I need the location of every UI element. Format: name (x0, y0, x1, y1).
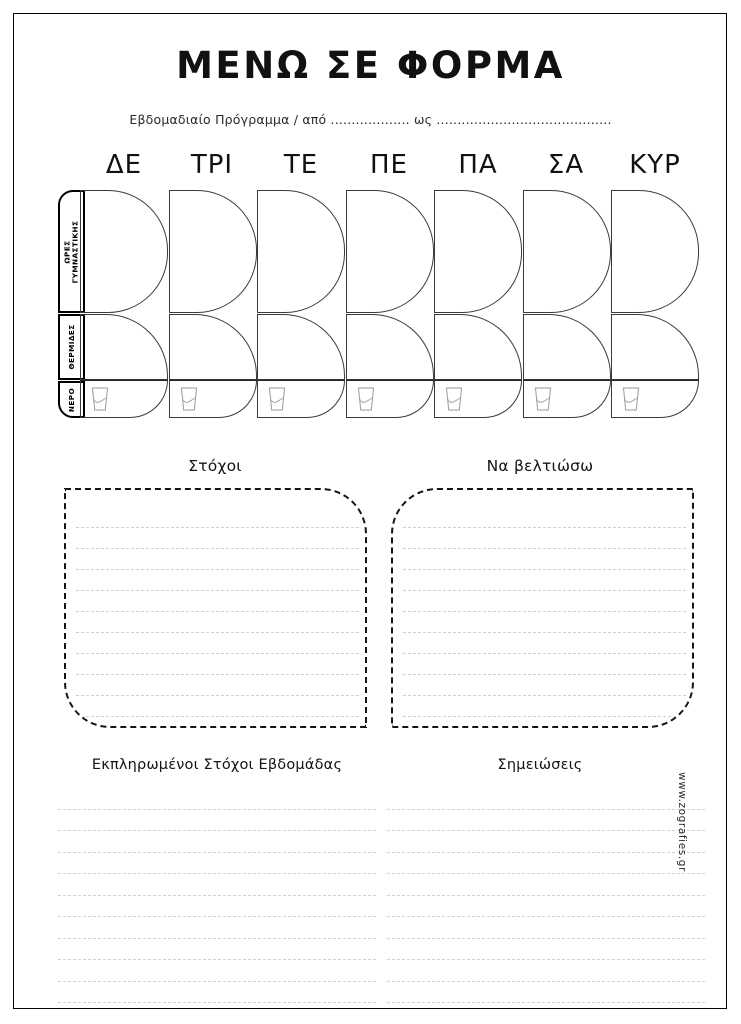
cell-water-day-3[interactable] (257, 380, 345, 418)
section-heading-notes: Σημειώσεις (497, 757, 583, 773)
drinking-glass-icon (621, 386, 641, 412)
drinking-glass-icon (179, 386, 199, 412)
completed-goals-ruled-lines[interactable] (58, 788, 376, 1003)
improve-ruled-lines (403, 507, 686, 728)
cell-calories-day-7[interactable] (611, 314, 699, 380)
day-header-4: ΠΕ (370, 150, 408, 180)
section-heading-goals: Στόχοι (188, 457, 242, 475)
day-column-7 (611, 190, 699, 418)
ruled-line (76, 591, 359, 612)
ruled-line (387, 874, 705, 896)
cell-exercise-hours-day-2[interactable] (169, 190, 257, 313)
ruled-line (403, 570, 686, 591)
day-column-3 (257, 190, 345, 418)
day-column-1 (80, 190, 168, 418)
cell-calories-day-5[interactable] (434, 314, 522, 380)
ruled-line (387, 810, 705, 832)
day-headers-row (80, 150, 700, 186)
ruled-line (58, 960, 376, 982)
ruled-line (387, 960, 705, 982)
tracker-cells (80, 190, 703, 418)
cell-water-day-6[interactable] (523, 380, 611, 418)
cell-exercise-hours-day-4[interactable] (346, 190, 434, 313)
day-header-2: ΤΡΙ (190, 150, 234, 180)
ruled-line (387, 831, 705, 853)
day-header-7: ΚΥΡ (629, 150, 681, 180)
day-header-5: ΠΑ (458, 150, 498, 180)
ruled-line (58, 831, 376, 853)
ruled-line (403, 507, 686, 528)
cell-exercise-hours-day-3[interactable] (257, 190, 345, 313)
goals-ruled-lines (76, 507, 359, 728)
section-heading-completed-goals: Εκπληρωμένοι Στόχοι Εβδομάδας (91, 757, 343, 773)
ruled-line (76, 528, 359, 549)
cell-calories-day-4[interactable] (346, 314, 434, 380)
drinking-glass-icon (356, 386, 376, 412)
cell-water-day-2[interactable] (169, 380, 257, 418)
cell-exercise-hours-day-6[interactable] (523, 190, 611, 313)
day-column-2 (169, 190, 257, 418)
ruled-line (403, 612, 686, 633)
ruled-line (58, 917, 376, 939)
ruled-line (58, 853, 376, 875)
ruled-line (403, 591, 686, 612)
cell-exercise-hours-day-7[interactable] (611, 190, 699, 313)
cell-exercise-hours-day-1[interactable] (80, 190, 168, 313)
row-label-exercise-hours-text (63, 220, 80, 283)
goals-note-box[interactable] (64, 488, 367, 728)
ruled-line (58, 982, 376, 1004)
weekly-tracker-grid (58, 190, 703, 418)
day-column-5 (434, 190, 522, 418)
ruled-line (76, 675, 359, 696)
drinking-glass-icon (267, 386, 287, 412)
ruled-line (403, 528, 686, 549)
ruled-line (58, 939, 376, 961)
ruled-line (76, 654, 359, 675)
day-column-6 (523, 190, 611, 418)
day-header-6: ΣΑ (547, 150, 585, 180)
cell-water-day-5[interactable] (434, 380, 522, 418)
notes-ruled-lines[interactable] (387, 788, 705, 1003)
drinking-glass-icon (533, 386, 553, 412)
cell-water-day-4[interactable] (346, 380, 434, 418)
ruled-line (403, 717, 686, 728)
ruled-line (403, 549, 686, 570)
row-label-water-text: ΝΕΡΟ (66, 387, 76, 412)
ruled-line (76, 717, 359, 728)
cell-water-day-7[interactable] (611, 380, 699, 418)
ruled-line (58, 896, 376, 918)
row-label-line2: ΓΥΜΝΑΣΤΙΚΗΣ (70, 220, 80, 283)
ruled-line (76, 696, 359, 717)
row-label-calories-text: ΘΕΡΜΙΔΕΣ (66, 324, 76, 370)
ruled-line (58, 810, 376, 832)
day-header-3: ΤΕ (283, 150, 319, 180)
cell-calories-day-3[interactable] (257, 314, 345, 380)
ruled-line (76, 549, 359, 570)
page-title: ΜΕΝΩ ΣΕ ΦΟΡΜΑ (176, 44, 565, 87)
section-heading-improve: Να βελτιώσω (486, 457, 594, 475)
ruled-line (76, 570, 359, 591)
ruled-line (403, 654, 686, 675)
improve-note-box[interactable] (391, 488, 694, 728)
ruled-line (58, 874, 376, 896)
day-header-1: ΔΕ (105, 150, 143, 180)
cell-calories-day-2[interactable] (169, 314, 257, 380)
ruled-line (387, 917, 705, 939)
ruled-line (76, 507, 359, 528)
ruled-line (76, 633, 359, 654)
cell-calories-day-1[interactable] (80, 314, 168, 380)
cell-water-day-1[interactable] (80, 380, 168, 418)
ruled-line (58, 788, 376, 810)
drinking-glass-icon (444, 386, 464, 412)
ruled-line (403, 675, 686, 696)
day-column-4 (346, 190, 434, 418)
cell-calories-day-6[interactable] (523, 314, 611, 380)
ruled-line (387, 896, 705, 918)
website-credit: www.zografies.gr (676, 772, 688, 872)
page-subtitle-date-range: Εβδομαδιαίο Πρόγραμμα / από ................... ως .......................................... (129, 112, 612, 127)
ruled-line (403, 696, 686, 717)
ruled-line (387, 939, 705, 961)
ruled-line (403, 633, 686, 654)
ruled-line (387, 853, 705, 875)
drinking-glass-icon (90, 386, 110, 412)
ruled-line (76, 612, 359, 633)
row-label-line1: ΩΡΕΣ (62, 239, 72, 264)
ruled-line (387, 788, 705, 810)
ruled-line (387, 982, 705, 1004)
cell-exercise-hours-day-5[interactable] (434, 190, 522, 313)
